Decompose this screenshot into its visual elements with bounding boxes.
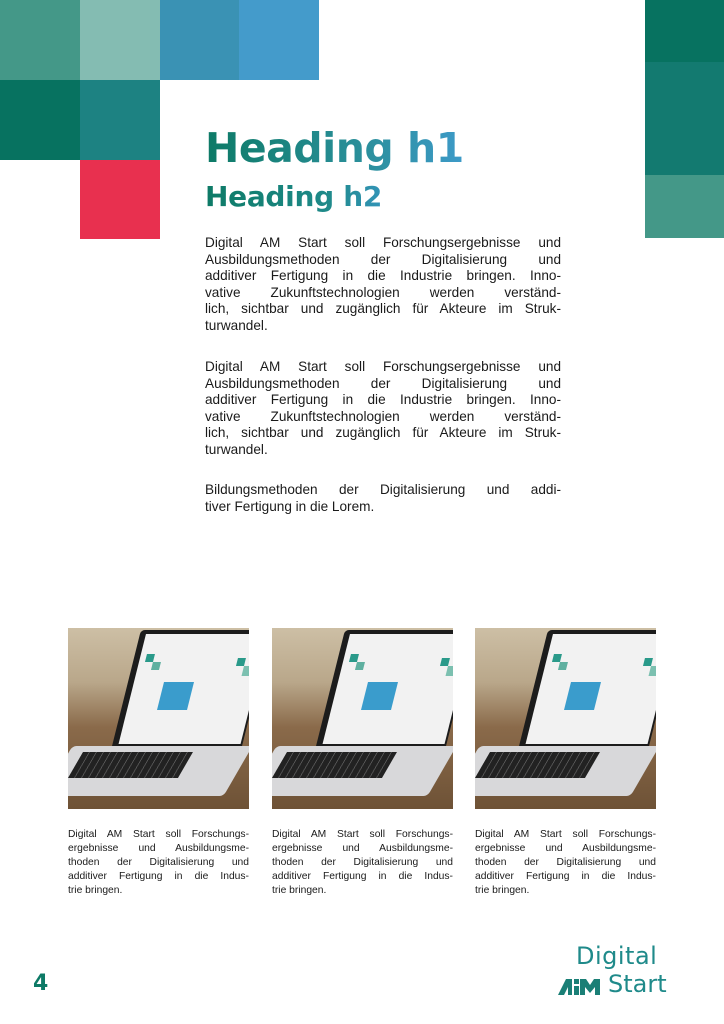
caption-line: thoden der Digitalisierung und (475, 857, 656, 868)
text-line: additiver Fertigung in die Industrie bringen. Inno- (205, 392, 561, 408)
heading-h1: Heading h1 (205, 124, 464, 172)
text-line: Ausbildungsmethoden der Digitalisierung und (205, 251, 561, 267)
caption-line: thoden der Digitalisierung und (68, 857, 249, 868)
deco-square (0, 0, 80, 80)
heading-h2: Heading h2 (205, 180, 383, 213)
text-line: vative Zukunftstechnologien werden verständ- (205, 284, 561, 300)
deco-square (645, 0, 724, 62)
caption-line: Digital AM Start soll Forschungs- (475, 829, 656, 840)
text-line: Ausbildungsmethoden der Digitalisierung und (205, 375, 561, 391)
text-line: tiver Fertigung in die Lorem. (205, 498, 375, 514)
deco-square (239, 0, 319, 80)
caption-line: Digital AM Start soll Forschungs- (68, 829, 249, 840)
am-mark-icon (558, 975, 604, 997)
text-line: lich, sichtbar und zugänglich für Akteure im Struk- (205, 301, 561, 317)
caption-line: Digital AM Start soll Forschungs- (272, 829, 453, 840)
deco-square (80, 80, 160, 160)
caption-line: ergebnisse und Ausbildungsme- (272, 843, 453, 854)
text-line: turwandel. (205, 317, 268, 333)
caption-line: additiver Fertigung in die Indus- (272, 871, 453, 882)
deco-square (0, 80, 80, 160)
image-caption (475, 828, 656, 898)
caption-line: ergebnisse und Ausbildungsme- (475, 843, 656, 854)
text-line: vative Zukunftstechnologien werden verständ- (205, 408, 561, 424)
text-line: Digital AM Start soll Forschungsergebnisse und (205, 235, 561, 250)
deco-square (645, 62, 724, 175)
image-caption (68, 828, 249, 898)
digital-am-start-logo (558, 942, 684, 998)
caption-line: additiver Fertigung in die Indus- (475, 871, 656, 882)
caption-line: ergebnisse und Ausbildungsme- (68, 843, 249, 854)
deco-square (80, 160, 160, 239)
deco-square (160, 0, 239, 80)
text-line: additiver Fertigung in die Industrie bringen. Inno- (205, 268, 561, 284)
deco-square (645, 175, 724, 238)
logo-text-digital: Digital (576, 942, 658, 970)
logo-text-start: Start (608, 970, 667, 998)
laptop-photo (475, 628, 656, 809)
caption-line: trie bringen. (272, 885, 327, 896)
text-line: lich, sichtbar und zugänglich für Akteure im Struk- (205, 425, 561, 441)
caption-line: additiver Fertigung in die Indus- (68, 871, 249, 882)
page-number: 4 (33, 971, 49, 996)
paragraph (205, 235, 561, 335)
laptop-photo (68, 628, 249, 809)
text-line: turwandel. (205, 441, 268, 457)
caption-line: trie bringen. (68, 885, 123, 896)
text-line: Digital AM Start soll Forschungsergebnisse und (205, 359, 561, 374)
image-caption (272, 828, 453, 898)
paragraph (205, 482, 561, 515)
deco-square (80, 0, 160, 80)
laptop-photo (272, 628, 453, 809)
paragraph (205, 359, 561, 459)
text-line: Bildungsmethoden der Digitalisierung und addi- (205, 482, 561, 497)
caption-line: trie bringen. (475, 885, 530, 896)
caption-line: thoden der Digitalisierung und (272, 857, 453, 868)
